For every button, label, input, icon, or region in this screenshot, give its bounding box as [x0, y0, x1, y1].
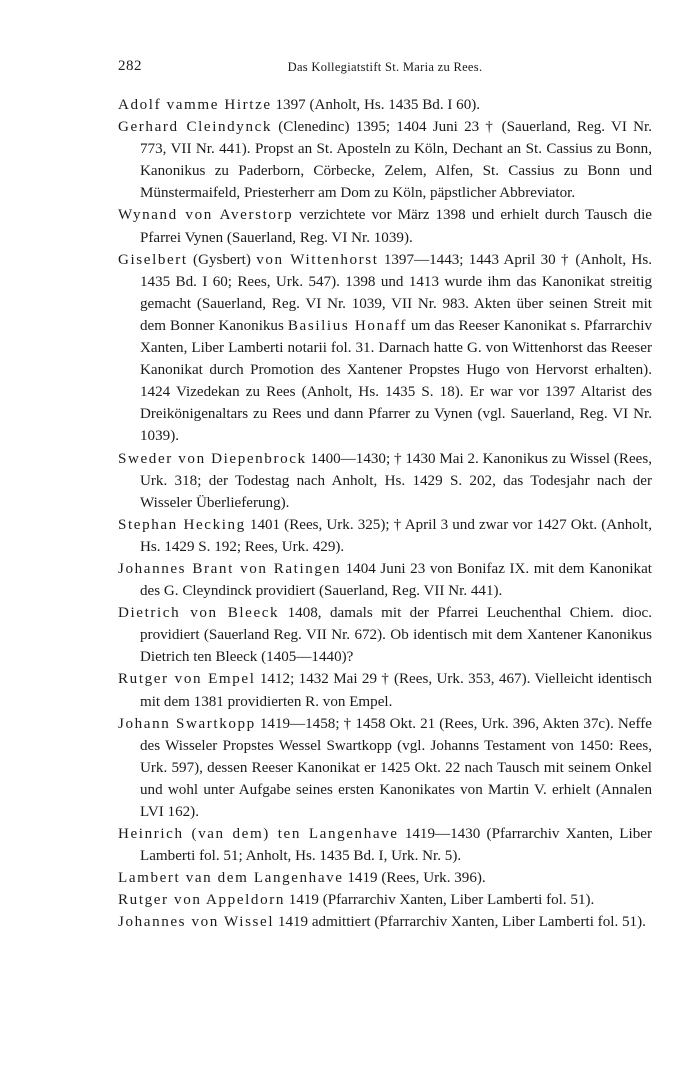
list-item: [118, 94, 652, 116]
list-item: [118, 823, 652, 867]
person-name: Giselbert: [118, 251, 188, 268]
person-name: Basilius Honaff: [287, 317, 408, 334]
person-name: Gerhard Cleindynck: [118, 119, 273, 136]
person-name: Lambert van dem Langenhave: [118, 870, 344, 887]
person-name: Wynand von Averstorp: [118, 207, 294, 224]
person-name: Dietrich von Bleeck: [118, 605, 280, 622]
person-name: Adolf vamme Hirtze: [118, 97, 272, 113]
entry-text: 1419 admittiert (Pfarrarchiv Xanten, Liber Lamberti fol. 51).: [274, 914, 646, 931]
book-page: [118, 58, 652, 934]
list-item: [118, 713, 652, 823]
list-item: [118, 668, 652, 712]
person-name: Stephan Hecking: [118, 516, 246, 533]
list-item: [118, 249, 652, 448]
person-name: Johannes von Wissel: [118, 914, 275, 931]
entry-text: 1397 (Anholt, Hs. 1435 Bd. I 60).: [271, 97, 481, 113]
list-item: [118, 558, 652, 602]
entry-text: 1400—1430; † 1430 Mai 2. Kanonikus zu Wissel (Rees, Urk. 318; der Todestag nach Anholt, Hs. 1429 S. 202, das Todesjahr nach der Wisseler Überlieferung).: [140, 450, 653, 511]
list-item: [118, 602, 652, 668]
person-name: Rutger von Empel: [118, 671, 256, 688]
entry-text: 1419 (Pfarrarchiv Xanten, Liber Lamberti fol. 51).: [285, 892, 595, 909]
entry-text: verzichtete vor März 1398 und erhielt durch Tausch die Pfarrei Vynen (Sauerland, Reg. VI Nr. 1039).: [140, 207, 652, 246]
list-item: [118, 514, 652, 558]
running-title: Das Kollegiatstift St. Maria zu Rees.: [287, 60, 483, 74]
page-header: [118, 58, 652, 80]
person-name: Johann Swartkopp: [118, 715, 256, 732]
person-name: Heinrich (van dem) ten Langenhave: [118, 826, 399, 843]
entry-text: 1419—1430 (Pfarrarchiv Xanten, Liber Lamberti fol. 51; Anholt, Hs. 1435 Bd. I, Urk. Nr. 5).: [140, 826, 652, 865]
entry-text: 1404 Juni 23 von Bonifaz IX. mit dem Kanonikat des G. Cleyndinck providiert (Sauerland, Reg. VII Nr. 441).: [140, 560, 652, 600]
person-name: Johannes Brant von Ratingen: [118, 560, 342, 577]
entry-text: 1397—1443; 1443 April 30 † (Anholt, Hs. 1435 Bd. I 60; Rees, Urk. 547). 1398 und 1413 wurde ihm das Kanonikat streitig gemacht (Sauerland, Reg. VI Nr. 1039, VII Nr. 983. Akten über seinen Streit mit dem Bonner Kanonikus: [140, 251, 652, 334]
list-item: [118, 204, 652, 248]
list-item: [118, 911, 652, 933]
entry-text: 1419 (Rees, Urk. 396).: [343, 870, 486, 887]
entry-text: um das Reeser Kanonikat s. Pfarrarchiv Xanten, Liber Lamberti notarii fol. 31. Darnach hatte G. von Wittenhorst das Reeser Kanonikat durch Promotion des Xantener Propstes Hugo von Hervorst erhalten). 1424 Vizedekan zu Rees (Anholt, Hs. 1435 S. 18). Er war vor 1397 Altarist des Dreikönigenaltars zu Rees und dann Pfarrer zu Vynen (vgl. Sauerland, Reg. VI Nr. 1039).: [140, 317, 652, 445]
canon-list: [118, 94, 652, 934]
entry-text: (Gysbert): [187, 251, 257, 268]
page-number: 282: [118, 58, 142, 74]
list-item: [118, 889, 652, 911]
person-name: Rutger von Appeldorn: [118, 892, 285, 909]
entry-text: 1419—1458; † 1458 Okt. 21 (Rees, Urk. 396, Akten 37c). Neffe des Wisseler Propstes Wessel Swartkopp (vgl. Johanns Testament von 1450: Rees, Urk. 597), dessen Reeser Kanonikat er 1425 Okt. 22 nach Tausch mit seinem Onkel und wohl unter Aufgabe seines ersten Kanonikates von Martin V. erhielt (Annalen LVI 162).: [140, 715, 652, 820]
entry-text: 1412; 1432 Mai 29 † (Rees, Urk. 353, 467). Vielleicht identisch mit dem 1381 providierten R. von Empel.: [140, 671, 652, 710]
list-item: [118, 448, 652, 514]
entry-text: 1408, damals mit der Pfarrei Leuchenthal Chiem. dioc. providiert (Sauerland Reg. VII Nr. 672). Ob identisch mit dem Xantener Kanonikus Dietrich ten Bleeck (1405—1440)?: [140, 605, 652, 666]
person-name: von Wittenhorst: [256, 251, 379, 268]
list-item: [118, 867, 652, 889]
entry-text: (Clenedinc) 1395; 1404 Juni 23 † (Sauerland, Reg. VI Nr. 773, VII Nr. 441). Propst an St. Aposteln zu Köln, Dechant an St. Cassius zu Bonn, Kanonikus zu Paderborn, Cörbecke, Zelem, Alfen, St. Cassius zu Bonn und Münstermaifeld, Priesterherr am Dom zu Köln, päpstlicher Abbreviator.: [140, 119, 652, 202]
list-item: [118, 116, 652, 204]
person-name: Sweder von Diepenbrock: [118, 450, 307, 467]
entry-text: 1401 (Rees, Urk. 325); † April 3 und zwar vor 1427 Okt. (Anholt, Hs. 1429 S. 192; Rees, Urk. 429).: [140, 516, 652, 555]
